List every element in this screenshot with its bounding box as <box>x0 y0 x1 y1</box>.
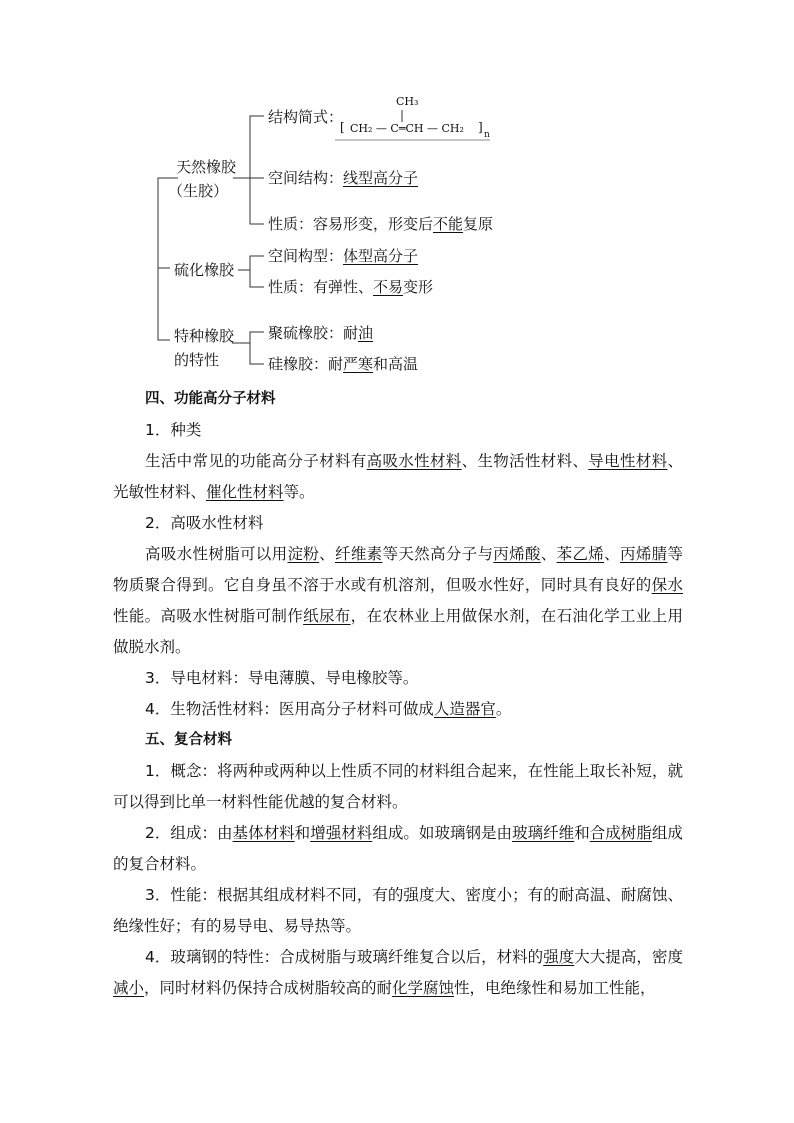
s5-3-text: 根据其组成材料不同，有的强度大、密度小；有的耐高温、耐腐蚀、绝缘性好；有的易导电、易导热等。 <box>113 886 683 935</box>
property2-label: 性质： <box>268 278 314 296</box>
s4-1d: 导电性材料 <box>588 452 668 470</box>
property1-b: 不能 <box>433 215 464 233</box>
body-text <box>113 384 683 1004</box>
section5-s4 <box>113 942 683 1004</box>
section4-title: 四、功能高分子材料 <box>145 391 276 407</box>
s4-4a: 医用高分子材料可做成 <box>278 700 434 718</box>
s4-2e: 等天然高分子与 <box>382 545 494 563</box>
silicone-row <box>268 355 418 373</box>
property2-c: 变形 <box>403 278 434 296</box>
s4-4-title: 4．生物活性材料： <box>145 700 279 718</box>
property1-a: 容易形变，形变后 <box>313 215 434 233</box>
s4-1b: 高吸水性材料 <box>366 452 462 470</box>
s4-2o: ，在农林业上用做保水剂，在石油化学工业上用做脱水剂。 <box>113 607 683 656</box>
chem-open-bracket: [ <box>340 120 345 134</box>
rubber-classification-diagram <box>0 0 794 390</box>
section4-s2-text <box>113 539 683 663</box>
s4-4c: 。 <box>495 700 512 718</box>
s5-2e: 组成。如玻璃钢是由 <box>372 824 513 842</box>
s5-2g: 和 <box>574 824 590 842</box>
s5-1-title: 1．概念： <box>145 762 218 780</box>
space-structure-row <box>268 169 418 187</box>
s4-1a: 生活中常见的功能高分子材料有 <box>145 452 367 470</box>
chem-methyl: CH₃ <box>396 95 419 108</box>
s5-2h: 合成树脂 <box>589 824 652 842</box>
special-rubber-label-2: 的特性 <box>174 351 220 369</box>
polysulfide-a: 耐 <box>343 324 359 342</box>
property2-a: 有弹性、 <box>313 278 374 296</box>
silicone-label: 硅橡胶： <box>268 355 329 373</box>
vulcanized-rubber-label: 硫化橡胶 <box>174 261 235 279</box>
polysulfide-row <box>268 324 373 342</box>
s5-2a: 由 <box>217 824 233 842</box>
s4-1f: 催化性材料 <box>206 483 284 501</box>
space-config-row <box>268 247 418 265</box>
s4-2a: 高吸水性树脂可以用 <box>145 545 288 563</box>
property1-label: 性质： <box>268 215 314 233</box>
special-rubber-label-1: 特种橡胶 <box>174 327 235 345</box>
s4-2g: 、 <box>540 545 557 563</box>
s4-2j: 丙烯腈 <box>619 545 668 563</box>
chem-chain: CH₂ — C═CH — CH₂ <box>350 122 464 135</box>
section5-title: 五、复合材料 <box>145 732 232 748</box>
s4-2b: 淀粉 <box>287 545 320 563</box>
s5-3-title: 3．性能： <box>145 886 218 904</box>
section4-s4 <box>113 694 683 725</box>
section5-s1 <box>113 756 683 818</box>
s5-2d: 增强材料 <box>310 824 373 842</box>
property2-row <box>268 278 433 296</box>
s4-2n: 纸尿布 <box>303 607 351 625</box>
section4-s1-text <box>113 446 683 508</box>
s4-4b: 人造器官 <box>433 700 496 718</box>
diagram-brackets <box>0 0 794 390</box>
s5-4g: 性，电绝缘性和易加工性能， <box>454 979 656 997</box>
struct-formula-label: 结构简式： <box>268 108 344 126</box>
s5-2f: 玻璃纤维 <box>512 824 575 842</box>
polysulfide-b: 油 <box>358 324 374 342</box>
section5-s3 <box>113 880 683 942</box>
s4-2d: 纤维素 <box>334 545 383 563</box>
property1-row <box>268 215 493 233</box>
silicone-b: 严寒 <box>343 355 374 373</box>
s4-2f: 丙烯酸 <box>493 545 541 563</box>
property1-c: 复原 <box>463 215 494 233</box>
s4-1e: 、光敏性材料、 <box>113 452 683 501</box>
s4-2i: 、 <box>604 545 620 563</box>
s5-1-text: 将两种或两种以上性质不同的材料组合起来，在性能上取长补短，就可以得到比单一材料性能优越的复合材料。 <box>113 762 683 811</box>
polysulfide-label: 聚硫橡胶： <box>268 324 344 342</box>
chem-n: n <box>484 130 490 140</box>
s5-4b: 强度 <box>543 948 575 966</box>
s4-1c: 、生物活性材料、 <box>461 452 589 470</box>
s4-2k: 等物质聚合得到。它自身虽不溶于水或有机溶剂，但吸水性好，同时具有良好的 <box>113 545 683 594</box>
s4-3-title: 3．导电材料： <box>145 669 248 687</box>
natural-rubber-note: （生胶） <box>168 182 229 200</box>
s4-2c: 、 <box>319 545 335 563</box>
s5-4d: 减小 <box>113 979 145 997</box>
silicone-c: 和高温 <box>373 355 419 373</box>
property2-b: 不易 <box>373 278 404 296</box>
space-config-value: 体型高分子 <box>343 247 419 265</box>
space-structure-value: 线型高分子 <box>343 169 419 187</box>
s5-2-title: 2．组成： <box>145 824 218 842</box>
s4-1g: 等。 <box>283 483 315 501</box>
chem-close-bracket: ] <box>478 120 483 134</box>
space-structure-label: 空间结构： <box>268 169 344 187</box>
s4-2l: 保水 <box>651 576 683 594</box>
section4-s1-title: 1．种类 <box>145 421 202 439</box>
s5-4a: 合成树脂与玻璃纤维复合以后，材料的 <box>279 948 544 966</box>
silicone-a: 耐 <box>328 355 344 373</box>
section4-s2-title: 2．高吸水性材料 <box>145 514 264 532</box>
s5-4e: ，同时材料仍保持合成树脂较高的耐 <box>144 979 393 997</box>
natural-rubber-label: 天然橡胶 <box>176 158 237 176</box>
s5-2i: 组成的复合材料。 <box>113 824 683 873</box>
s5-4f: 化学腐蚀 <box>392 979 455 997</box>
s4-2m: 性能。高吸水性树脂可制作 <box>113 607 304 625</box>
s4-2h: 苯乙烯 <box>556 545 605 563</box>
s5-4-title: 4．玻璃钢的特性： <box>145 948 280 966</box>
s4-3-text: 导电薄膜、导电橡胶等。 <box>247 669 419 687</box>
s5-2c: 和 <box>294 824 311 842</box>
section5-s2 <box>113 818 683 880</box>
section4-s3 <box>113 663 683 694</box>
s5-4c: 大大提高，密度 <box>574 948 683 966</box>
space-config-label: 空间构型： <box>268 247 344 265</box>
s5-2b: 基体材料 <box>232 824 295 842</box>
